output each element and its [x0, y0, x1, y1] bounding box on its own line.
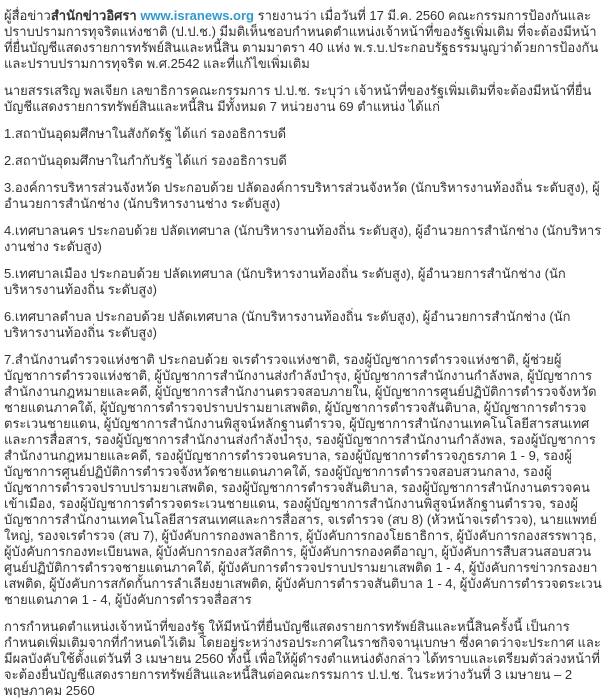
list-item-4: 4.เทศบาลนคร ประกอบด้วย ปลัดเทศบาล (นักบริหารงานท้องถิ่น ระดับสูง), ผู้อำนวยการสำนักช่าง (นักบริหารงานช่าง ระดับสูง) — [4, 223, 602, 254]
list-item-1: 1.สถาบันอุดมศึกษาในสังกัดรัฐ ได้แก่ รองอธิการบดี — [4, 126, 287, 141]
list-item-7: 7.สำนักงานตำรวจแห่งชาติ ประกอบด้วย จเรตำรวจแห่งชาติ, รองผู้บัญชาการตำรวจแห่งชาติ, ผู้ช่วยผู้บัญชาการตำรวจแห่งชาติ, ผู้บัญชาการสำนักงานส่งกำลังบำรุง, ผู้บัญชาการสำนักงานกำลังพล, ผู้บัญชาการสำนักงานกฎหมายและคดี, ผู้บัญชาการสำนักงานตรวจสอบภายใน, ผู้บัญชาการศูนย์ปฏิบัติการตำรวจจังหวัดชายแดนภาคใต้, ผู้บัญชาการตำรวจปราบปรามยาเสพติด, ผู้บัญชาการตำรวจสันติบาล, ผู้บัญชาการตำรวจตระเวนชายแดน, ผู้บัญชาการสำนักงานพิสูจน์หลักฐานตำรวจ, ผู้บัญชาการสำนักงานเทคโนโลยีสารสนเทศและการสื่อสาร, รองผู้บัญชาการสำนักงานส่งกำลังบำรุง, รองผู้บัญชาการสำนักงานกำลังพล, รองผู้บัญชาการสำนักงานกฎหมายและคดี, รองผู้บัญชาการตำรวจนครบาล, รองผู้บัญชาการตำรวจภูธรภาค 1 - 9, รองผู้บัญชาการศูนย์ปฏิบัติการตำรวจจังหวัดชายแดนภาคใต้, รองผู้บัญชาการตำรวจสอบสวนกลาง, รองผู้บัญชาการตำรวจปราบปรามยาเสพติด, รองผู้บัญชาการตำรวจสันติบาล, รองผู้บัญชาการสำนักงานตรวจคนเข้าเมือง, รองผู้บัญชาการตำรวจตระเวนชายแดน, รองผู้บัญชาการสำนักงานพิสูจน์หลักฐานตำรวจ, รองผู้บัญชาการสำนักงานเทคโนโลยีสารสนเทศและการสื่อสาร, จเรตำรวจ (สบ 8) (หัวหน้าจเรตำรวจ), นายแพทย์ใหญ่, รองจเรตำรวจ (สบ 7), ผู้บังคับการกองพลาธิการ, ผู้บังคับการกองโยธาธิการ, ผู้บังคับการกองสรรพาวุธ, ผู้บังคับการกองทะเบียนพล, ผู้บังคับการกองสวัสดิการ, ผู้บังคับการกองคดีอาญา, ผู้บังคับการสืบสวนสอบสวนศูนย์ปฏิบัติการตำรวจชายแดนภาคใต้, ผู้บังคับการตำรวจปราบปรามยาเสพติด 1 - 4, ผู้บังคับการข่าวกรองยาเสพติด, ผู้บังคับการสกัดกั้นการลำเลียงยาเสพติด, ผู้บังคับการตำรวจสันติบาล 1 - 4, ผู้บังคับการตำรวจตระเวนชายแดนภาค 1 - 4, ผู้บังคับการตำรวจสื่อสาร — [4, 352, 602, 607]
source-name: สำนักข่าวอิศรา — [50, 8, 137, 23]
isranews-link[interactable]: www.isranews.org — [140, 8, 254, 23]
list-item-3: 3.องค์การบริหารส่วนจังหวัด ประกอบด้วย ปลัดองค์การบริหารส่วนจังหวัด (นักบริหารงานท้องถิ่น ระดับสูง), ผู้อำนวยการสำนักช่าง (นักบริหารงานช่าง ระดับสูง) — [4, 180, 600, 211]
list-item-5: 5.เทศบาลเมือง ประกอบด้วย ปลัดเทศบาล (นักบริหารงานท้องถิ่น ระดับสูง), ผู้อำนวยการสำนักช่าง (นักบริหารงานท้องถิ่น ระดับสูง) — [4, 266, 566, 297]
intro-prefix: ผู้สื่อข่าว — [4, 8, 51, 23]
list-item-6: 6.เทศบาลตำบล ประกอบด้วย ปลัดเทศบาล (นักบริหารงานท้องถิ่น ระดับสูง), ผู้อำนวยการสำนักช่าง (นักบริหารงานท้องถิ่น ระดับสูง) — [4, 309, 571, 340]
intro-paragraph — [4, 8, 603, 72]
secretary-paragraph: นายสรรเสริญ พลเจียก เลขาธิการคณะกรรมการ ป.ป.ช. ระบุว่า เจ้าหน้าที่ของรัฐเพิ่มเติมที่จะต้องมีหน้าที่ยื่นบัญชีแสดงรายการทรัพย์สินและหนี้สิน มีทั้งหมด 7 หน่วยงาน 69 ตำแหน่ง ได้แก่ — [4, 83, 592, 114]
intro-rest: รายงานว่า เมื่อวันที่ 17 มี.ค. 2560 คณะกรรมการป้องกันและปราบปรามการทุจริตแห่งชาติ (ป.ป.ช.) มีมติเห็นชอบกำหนดตำแหน่งเจ้าหน้าที่ของรัฐเพิ่มเติม ที่จะต้องมีหน้าที่ยื่นบัญชีแสดงรายการทรัพย์สินและหนี้สิน ตามมาตรา 40 แห่ง พ.ร.บ.ประกอบรัฐธรรมนูญว่าด้วยการป้องกันและปราบปรามการทุจริต พ.ศ.2542 และที่แก้ไขเพิ่มเติม — [4, 8, 599, 71]
list-item-2: 2.สถาบันอุดมศึกษาในกำกับรัฐ ได้แก่ รองอธิการบดี — [4, 153, 287, 168]
closing-paragraph: การกำหนดตำแหน่งเจ้าหน้าที่ของรัฐ ให้มีหน้าที่ยื่นบัญชีแสดงรายการทรัพย์สินและหนี้สินครั้งนี้ เป็นการกำหนดเพิ่มเติมจากที่กำหนดไว้เดิม โดยอยู่ระหว่างรอประกาศในราชกิจจานุเบกษา ซึ่งคาดว่าจะประกาศ และมีผลบังคับใช้ตั้งแต่วันที่ 3 เมษายน 2560 ทั้งนี้ เพื่อให้ผู้ดำรงตำแหน่งดังกล่าว ได้ทราบและเตรียมตัวล่วงหน้าที่จะต้องยื่นบัญชีแสดงรายการทรัพย์สินและหนี้สินต่อคณะกรรมการ ป.ป.ช. ในระหว่างวันที่ 3 เมษายน – 2 พฤษภาคม 2560 — [4, 619, 601, 698]
